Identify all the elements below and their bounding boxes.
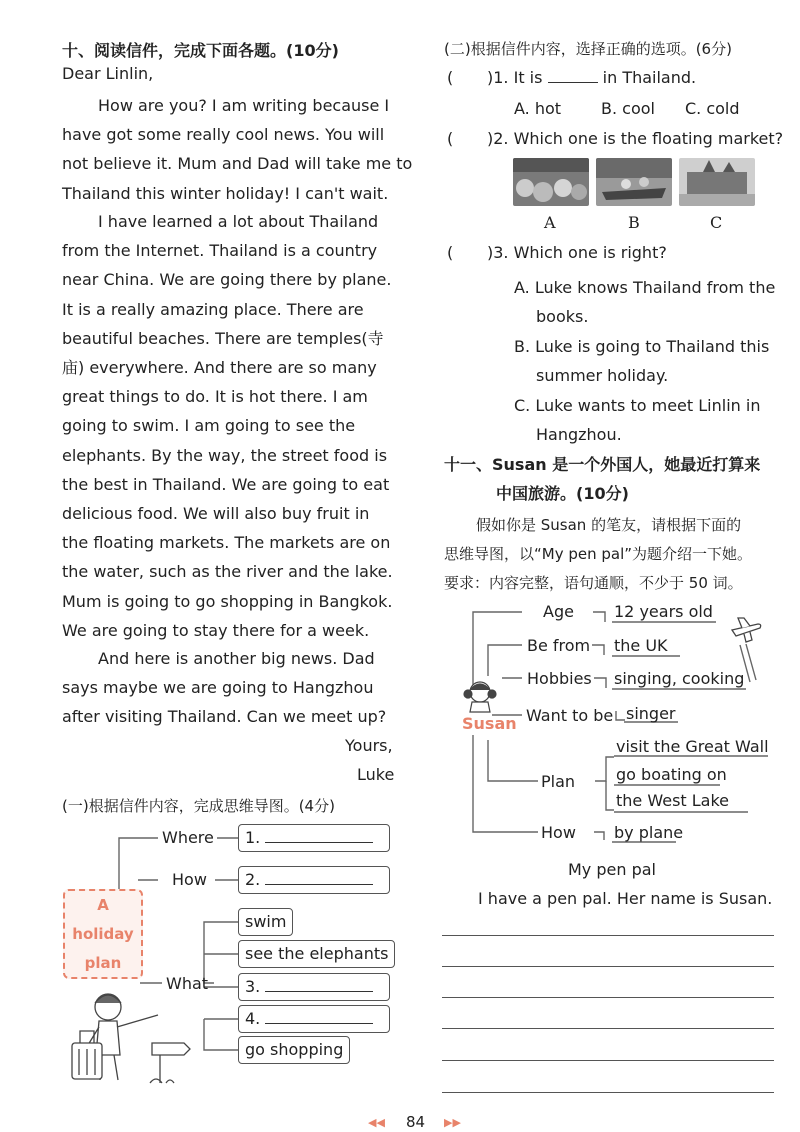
q1-option-a[interactable]: A. hot: [514, 99, 562, 118]
answer-box-3[interactable]: [238, 973, 390, 1001]
q3-paren: (: [447, 243, 454, 262]
letter-greeting: Dear Linlin,: [62, 64, 154, 83]
how-travel-label: How: [541, 823, 576, 842]
q2-question: )2. Which one is the floating market?: [487, 129, 784, 148]
text-line: the floating markets. The markets are on: [62, 533, 391, 553]
from-value: the UK: [614, 636, 668, 655]
text-line: It is a really amazing place. There are: [62, 299, 364, 319]
text-line: have got some really cool news. You will: [62, 125, 385, 145]
essay-title: My pen pal: [568, 860, 656, 879]
prev-page-icon[interactable]: ◀◀: [368, 1116, 385, 1129]
box-number: 4.: [245, 1009, 261, 1028]
q1-option-c[interactable]: C. cold: [685, 99, 740, 118]
text-line: after visiting Thailand. Can we meet up?: [62, 707, 387, 727]
where-label: Where: [162, 828, 214, 847]
option-line: Hangzhou.: [536, 425, 622, 444]
option-line: books.: [536, 307, 589, 326]
writing-instructions: [444, 511, 752, 598]
plan-label: Plan: [541, 772, 576, 791]
text-line: Thailand this winter holiday! I can't wait.: [62, 183, 389, 203]
blank-line: [265, 1023, 373, 1024]
photo-c-city-square[interactable]: [679, 158, 755, 206]
text-line: going to swim. I am going to see the: [62, 416, 356, 436]
instruction-line: 思维导图，以“My pen pal”为题介绍一下她。: [444, 545, 753, 563]
answer-box-4[interactable]: [238, 1005, 390, 1033]
section-ten-title: 十、阅读信件，完成下面各题。(10分): [62, 41, 339, 60]
plan-value-3: the West Lake: [616, 791, 730, 810]
writing-line[interactable]: [442, 935, 774, 936]
letter-paragraph-3: [62, 644, 386, 732]
how-travel-value: by plane: [614, 823, 684, 842]
photo-label-a: A: [544, 213, 556, 232]
q1-stem-end: in Thailand.: [602, 68, 697, 87]
go-shopping-box: go shopping: [238, 1036, 350, 1064]
photo-b-floating-market[interactable]: [596, 158, 672, 206]
text-line: great things to do. It is hot there. I am: [62, 387, 368, 407]
q1-paren: (: [447, 68, 454, 87]
plan-word: plan: [84, 954, 122, 972]
option-line: C. Luke wants to meet Linlin in: [514, 396, 761, 415]
susan-girl-icon: [460, 678, 506, 714]
hobbies-value: singing, cooking: [614, 669, 745, 688]
section-eleven-title-cont: 中国旅游。(10分): [496, 484, 629, 503]
photo-label-b: B: [628, 213, 640, 232]
text-line: the water, such as the river and the lake.: [62, 562, 393, 582]
section-eleven-title: 十一、Susan 是一个外国人，她最近打算来: [444, 455, 761, 474]
from-label: Be from: [527, 636, 591, 655]
letter-paragraph-1: [62, 91, 412, 208]
text-line: near China. We are going there by plane.: [62, 270, 392, 290]
q3-option-c[interactable]: [514, 391, 760, 449]
text-line: And here is another big news. Dad: [98, 649, 375, 668]
q2-paren: (: [447, 129, 454, 148]
susan-name: Susan: [462, 714, 517, 733]
see-elephants-box: see the elephants: [238, 940, 395, 968]
text-line: elephants. By the way, the street food is: [62, 445, 388, 465]
text-line: 庙) everywhere. And there are so many: [62, 358, 377, 378]
traveler-boy-illustration: [66, 985, 196, 1090]
box-number: 1.: [245, 828, 261, 847]
box-number: 3.: [245, 977, 261, 996]
text-line: We are going to stay there for a week.: [62, 620, 370, 640]
plan-word: A: [97, 896, 109, 914]
text-line: How are you? I am writing because I: [98, 96, 390, 115]
text-line: beautiful beaches. There are temples(寺: [62, 328, 384, 348]
letter-closing: Yours,: [345, 736, 393, 755]
writing-line[interactable]: [442, 1092, 774, 1093]
next-page-icon[interactable]: ▶▶: [444, 1116, 461, 1129]
instruction-line: 要求：内容完整，语句通顺，不少于 50 词。: [444, 574, 743, 592]
want-to-be-label: Want to be: [526, 706, 614, 725]
option-line: summer holiday.: [536, 366, 669, 385]
letter-signature: Luke: [357, 765, 395, 784]
part-two-title: (二)根据信件内容，选择正确的选项。(6分): [444, 40, 732, 58]
holiday-plan-node: [63, 889, 143, 979]
writing-line[interactable]: [442, 997, 774, 998]
option-line: A. Luke knows Thailand from the: [514, 278, 776, 297]
page-number: 84: [406, 1113, 426, 1131]
q3-option-b[interactable]: [514, 332, 769, 390]
writing-line[interactable]: [442, 1060, 774, 1061]
essay-first-sentence: I have a pen pal. Her name is Susan.: [478, 889, 773, 908]
q3-question: )3. Which one is right?: [487, 243, 667, 262]
plan-value-1: visit the Great Wall: [616, 737, 769, 756]
text-line: the best in Thailand. We are going to eat: [62, 474, 390, 494]
age-value: 12 years old: [614, 602, 713, 621]
instruction-line: 假如你是 Susan 的笔友，请根据下面的: [476, 516, 742, 534]
text-line: I have learned a lot about Thailand: [98, 212, 379, 231]
plan-word: holiday: [72, 925, 134, 943]
answer-box-2[interactable]: [238, 866, 390, 894]
writing-line[interactable]: [442, 1028, 774, 1029]
q3-option-a[interactable]: [514, 273, 775, 331]
q1-option-b[interactable]: B. cool: [601, 99, 655, 118]
blank-line: [265, 884, 373, 885]
q1-blank[interactable]: [548, 82, 598, 83]
q1-stem: )1. It is: [487, 68, 543, 87]
plan-value-2: go boating on: [616, 765, 727, 784]
letter-paragraph-2: [62, 207, 393, 645]
q1-question: [487, 68, 696, 87]
want-to-be-value: singer: [626, 704, 676, 723]
blank-line: [265, 842, 373, 843]
option-line: B. Luke is going to Thailand this: [514, 337, 770, 356]
box-number: 2.: [245, 870, 261, 889]
text-line: says maybe we are going to Hangzhou: [62, 678, 374, 698]
writing-line[interactable]: [442, 966, 774, 967]
blank-line: [265, 991, 373, 992]
what-label: What: [166, 974, 209, 993]
text-line: not believe it. Mum and Dad will take me to: [62, 154, 413, 174]
photo-label-c: C: [710, 213, 723, 232]
hobbies-label: Hobbies: [527, 669, 592, 688]
text-line: delicious food. We will also buy fruit in: [62, 504, 370, 524]
part-one-title: (一)根据信件内容，完成思维导图。(4分): [62, 797, 335, 815]
age-label: Age: [543, 602, 574, 621]
airplane-icon: [728, 616, 764, 646]
answer-box-1[interactable]: [238, 824, 390, 852]
photo-a-fruit-market[interactable]: [513, 158, 589, 206]
how-label: How: [172, 870, 207, 889]
text-line: from the Internet. Thailand is a country: [62, 241, 378, 261]
swim-box: swim: [238, 908, 293, 936]
text-line: Mum is going to go shopping in Bangkok.: [62, 591, 393, 611]
